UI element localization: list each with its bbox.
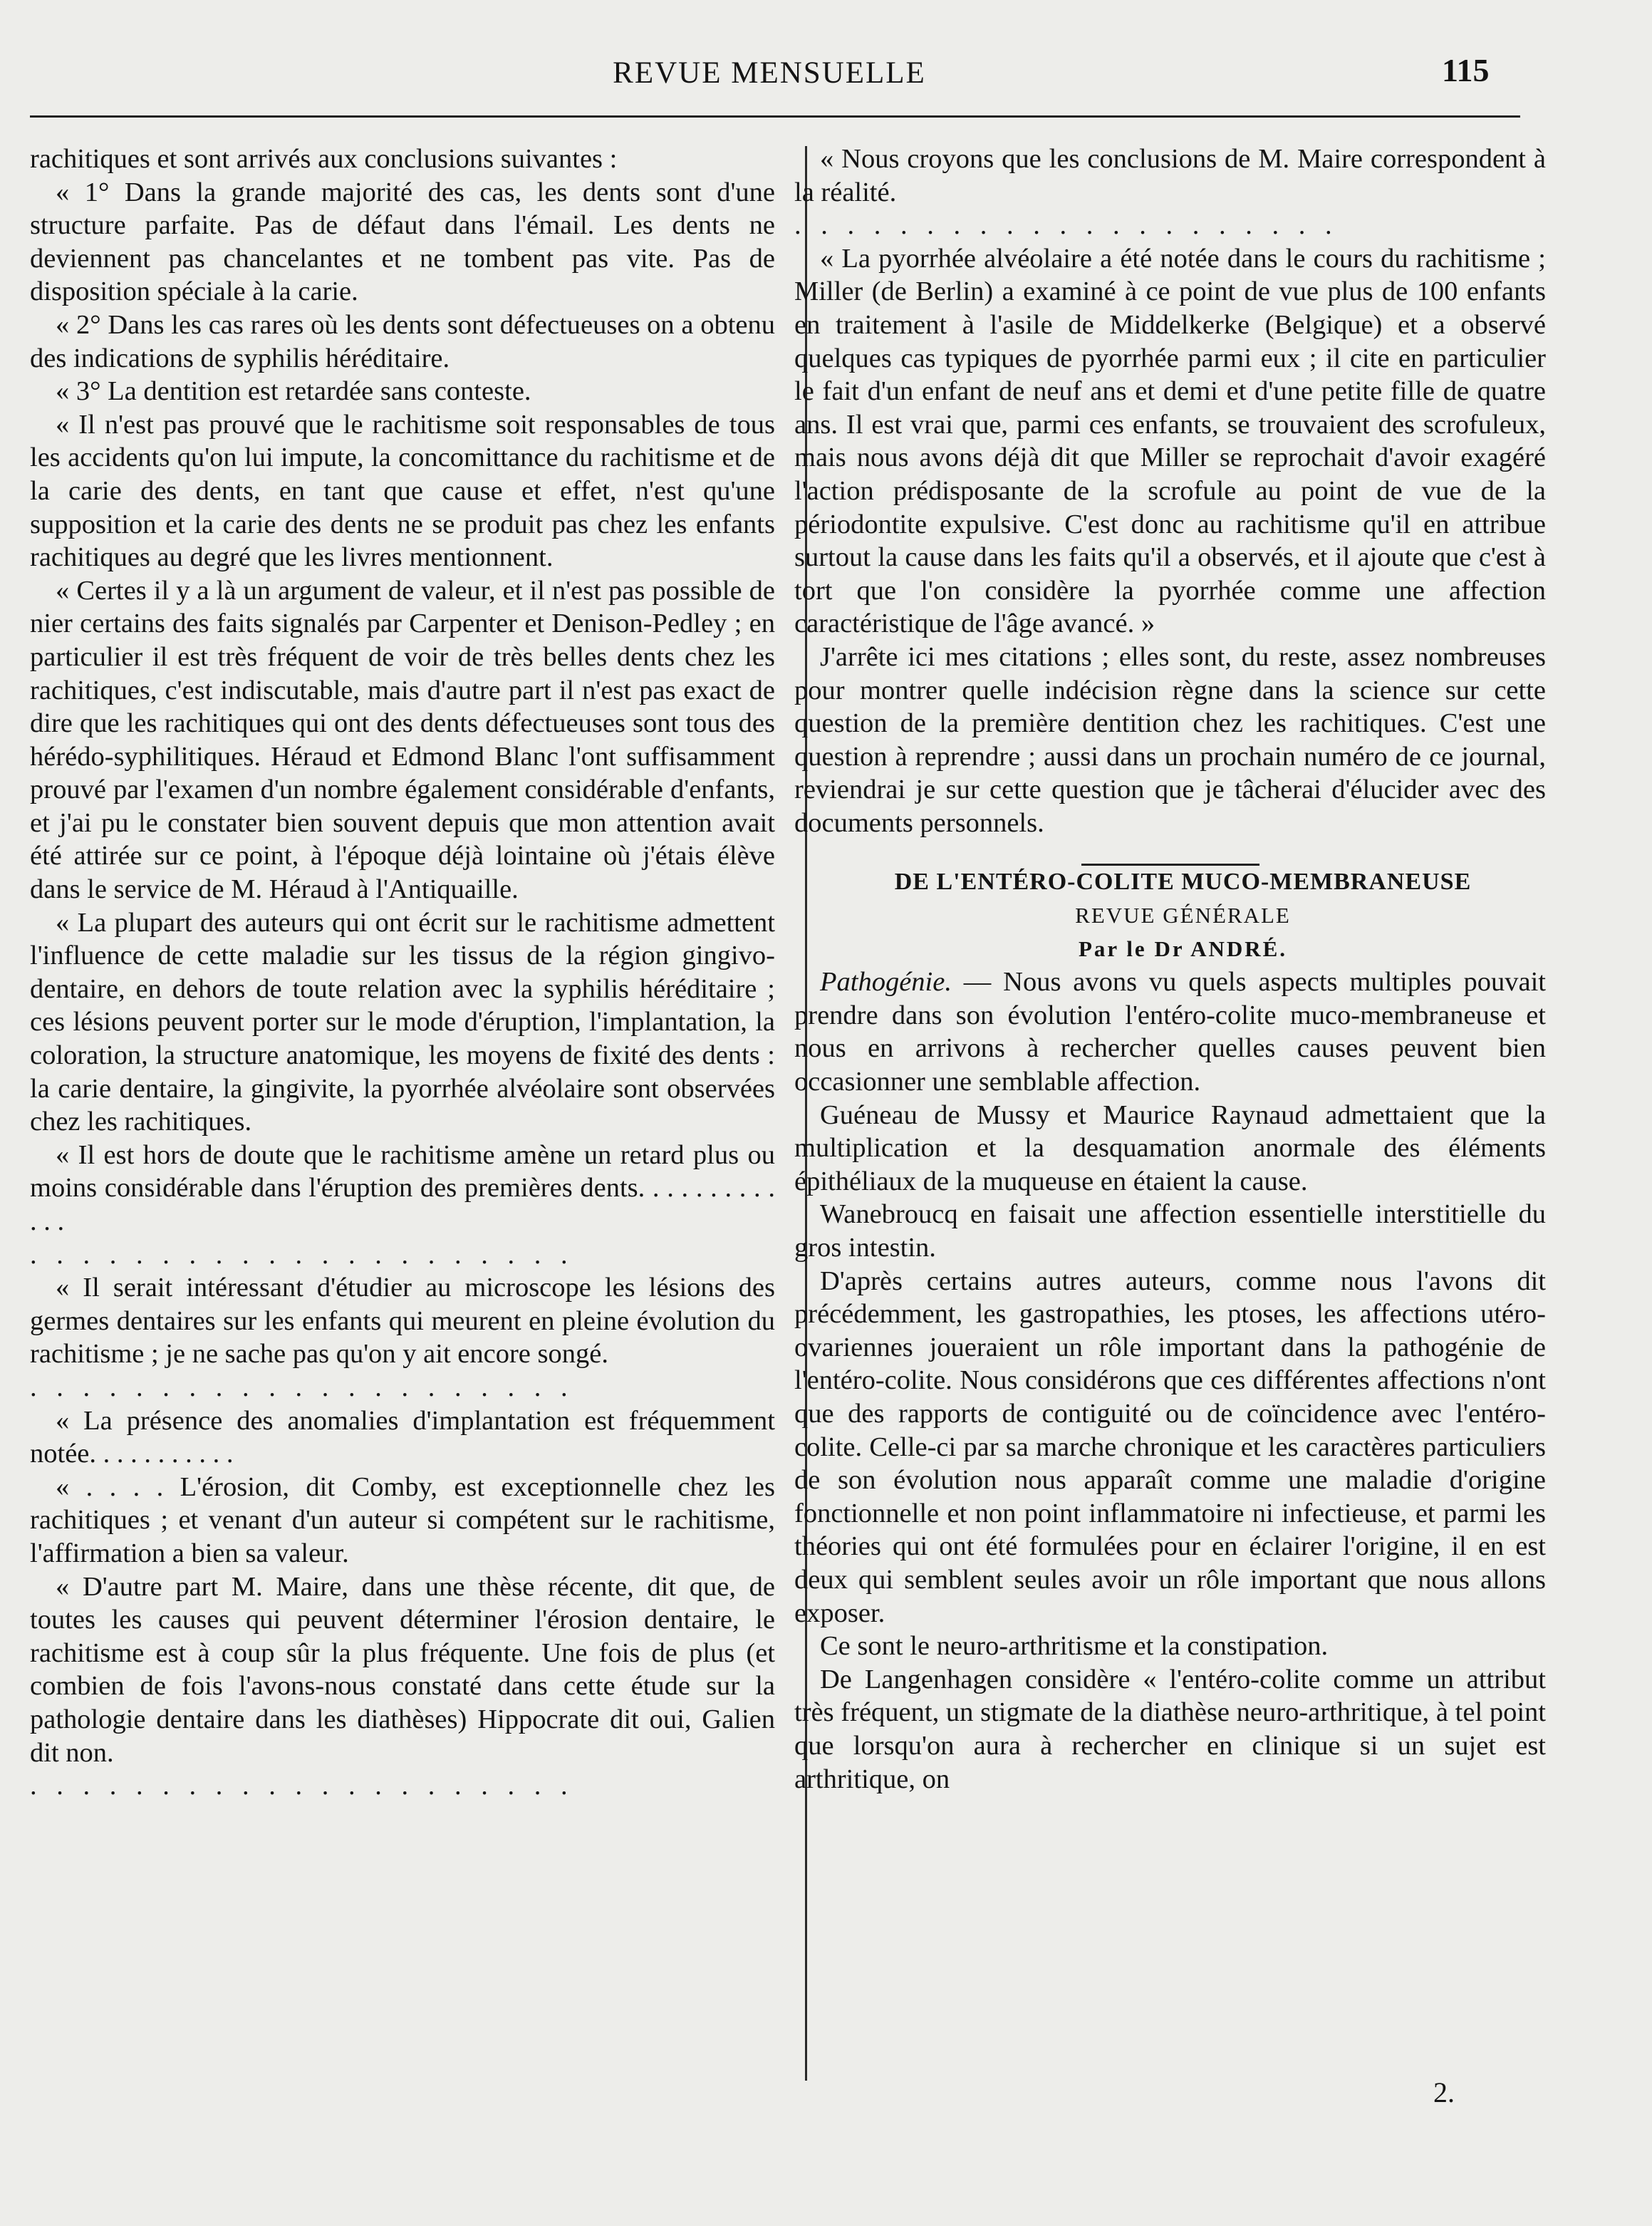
article-lead-paragraph <box>794 966 1546 1098</box>
paragraph: Guéneau de Mussy et Maurice Raynaud admettaient que la multiplication et la desquamation anormale des éléments épithéliaux de la muqueuse en étaient la cause. <box>794 1099 1546 1196</box>
header-rule <box>30 115 1520 118</box>
paragraph: « Certes il y a là un argument de valeur, et il n'est pas possible de nier certains des faits signalés par Carpenter et Denison-Pedley ; en particulier il est très fréquent de voir de très belles dents chez les rachitiques, c'est indiscutable, mais d'autre part il n'est pas exact de dire que les rachitiques qui ont des dents défectueuses sont tous des hérédo-syphilitiques. Héraud et Edmond Blanc l'ont suffisamment prouvé par l'examen d'un nombre également considérable d'enfants, et j'ai pu le constater bien souvent depuis que mon attention avait été attirée sur ce point, à l'époque déjà lointaine où j'étais élève dans le service de M. Héraud à l'Antiquaille. <box>30 575 775 905</box>
paragraph: J'arrête ici mes citations ; elles sont, du reste, assez nombreuses pour montrer quelle indécision règne dans la science sur cette question de la première dentition chez les rachitiques. C'est une question à reprendre ; aussi dans un prochain numéro de ce journal, reviendrai je sur cette question que je tâcherai d'élucider avec des documents personnels. <box>794 641 1546 838</box>
left-column <box>30 143 775 1803</box>
right-column <box>794 143 1546 1796</box>
paragraph: « 1° Dans la grande majorité des cas, les dents sont d'une structure parfaite. Pas de défaut dans l'émail. Les dents ne deviennent pas chancelantes et ne tombent pas vite. Pas de disposition spéciale à la carie. <box>30 177 775 307</box>
lead-text: — Nous avons vu quels aspects multiples pouvait prendre dans son évolution l'entéro-colite muco-membraneuse et nous en arrivons à rechercher quelles causes peuvent bien occasionner une semblable affection. <box>794 967 1546 1097</box>
ellipsis-line: . . . . . . . . . . . . . . . . . . . . . <box>30 1372 574 1402</box>
article-title: DE L'ENTÉRO-COLITE MUCO-MEMBRANEUSE <box>894 869 1472 896</box>
paragraph: « . . . . L'érosion, dit Comby, est exceptionnelle chez les rachitiques ; et venant d'un auteur si compétent sur le rachitisme, l'affirmation a bien sa valeur. <box>30 1471 775 1568</box>
signature-mark: 2. <box>1433 2076 1455 2108</box>
ellipsis-line: . . . . . . . . . . . . . . . . . . . . . <box>30 1771 574 1801</box>
ellipsis-line: . . . . . . . . . . . . . . . . . . . . . <box>30 1239 574 1270</box>
paragraph: Wanebroucq en faisait une affection essentielle interstitielle du gros intestin. <box>794 1199 1546 1263</box>
article-subtitle: REVUE GÉNÉRALE <box>1075 903 1291 928</box>
ellipsis-line: . . . . . . . . . . . . . . . . . . . . . <box>794 210 1339 241</box>
paragraph: « Il serait intéressant d'étudier au microscope les lésions des germes dentaires sur les enfants qui meurent en pleine évolution du rachitisme ; je ne sache pas qu'on y ait encore songé. <box>30 1273 775 1370</box>
paragraph: De Langenhagen considère « l'entéro-colite comme un attribut très fréquent, un stigmate de la diathèse neuro-arthritique, à tel point que lorsqu'on aura à rechercher en clinique si un sujet est arthritique, on <box>794 1664 1546 1794</box>
lead-label: Pathogénie. <box>820 967 952 998</box>
article-author: Par le Dr ANDRÉ. <box>1078 936 1288 961</box>
paragraph: « La présence des anomalies d'implantation est fréquemment notée. . . . . . . . . . . <box>30 1405 775 1469</box>
paragraph: « Il n'est pas prouvé que le rachitisme soit responsables de tous les accidents qu'on lui impute, la concomittance du rachitisme et de la carie des dents, en tant que cause et effet, n'est qu'une supposition et la carie des dents ne se produit pas chez les enfants rachitiques au degré que les livres mentionnent. <box>30 409 775 573</box>
paragraph: « 2° Dans les cas rares où les dents sont défectueuses on a obtenu des indications de syphilis héréditaire. <box>30 309 775 373</box>
paragraph: D'après certains autres auteurs, comme nous l'avons dit précédemment, les gastropathies, les ptoses, les affections utéro-ovariennes joueraient un rôle important dans la pathogénie de l'entéro-colite. Nous considérons que ces différentes affections n'ont que des rapports de contiguité ou de coïncidence avec l'entéro-colite. Celle-ci par sa marche chronique et les caractères particuliers de son évolution nous apparaît comme une maladie d'origine fonctionnelle et non point inflammatoire ni infectieuse, et parmi les théories qui ont été formulées pour en éclairer l'origine, il en est deux qui semblent seules avoir un rôle important que nous allons exposer. <box>794 1265 1546 1628</box>
paragraph: « 3° La dentition est retardée sans conteste. <box>56 376 531 407</box>
paragraph: « La plupart des auteurs qui ont écrit sur le rachitisme admettent l'influence de cette maladie sur les tissus de la région gingivo-dentaire, en dehors de toute relation avec la syphilis héréditaire ; ces lésions peuvent porter sur le mode d'éruption, l'implantation, la coloration, la structure anatomique, les moyens de fixité des dents : la carie dentaire, la gingivite, la pyorrhée alvéolaire sont observées chez les rachitiques. <box>30 907 775 1137</box>
paragraph: « La pyorrhée alvéolaire a été notée dans le cours du rachitisme ; Miller (de Berlin) a examiné à ce point de vue plus de 100 enfants en traitement à l'asile de Middelkerke (Belgique) et a observé quelques cas typiques de pyorrhée parmi eux ; il cite en particulier le fait d'un enfant de neuf ans et demi et d'une petite fille de quatre ans. Il est vrai que, parmi ces enfants, se trouvaient des scrofuleux, mais nous avons déjà dit que Miller se reprochait d'avoir exagéré l'action prédisposante de la scrofule au point de vue de la périodontite expulsive. C'est donc au rachitisme qu'il en attribue surtout la cause dans les faits qu'il a observés, et il ajoute que c'est à tort que l'on considère la pyorrhée comme une affection caractéristique de l'âge avancé. » <box>794 243 1546 639</box>
page-number: 115 <box>1442 52 1490 88</box>
paragraph: « Il est hors de doute que le rachitisme amène un retard plus ou moins considérable dans l'éruption des premières dents. . . . . . . . . . . . . <box>30 1139 775 1236</box>
paragraph: « Nous croyons que les conclusions de M. Maire correspondent à la réalité. <box>794 144 1546 207</box>
paragraph: Ce sont le neuro-arthritisme et la constipation. <box>820 1631 1329 1662</box>
running-title: REVUE MENSUELLE <box>613 56 926 90</box>
running-head <box>0 52 1652 98</box>
paragraph: « D'autre part M. Maire, dans une thèse récente, dit que, de toutes les causes qui peuvent déterminer l'érosion dentaire, le rachitisme est à coup sûr la plus fréquente. Une fois de plus (et combien de fois l'avons-nous constaté dans cette étude sur la pathologie dentaire dans les diathèses) Hippocrate dit oui, Galien dit non. <box>30 1571 775 1768</box>
paragraph: rachitiques et sont arrivés aux conclusions suivantes : <box>30 144 618 174</box>
